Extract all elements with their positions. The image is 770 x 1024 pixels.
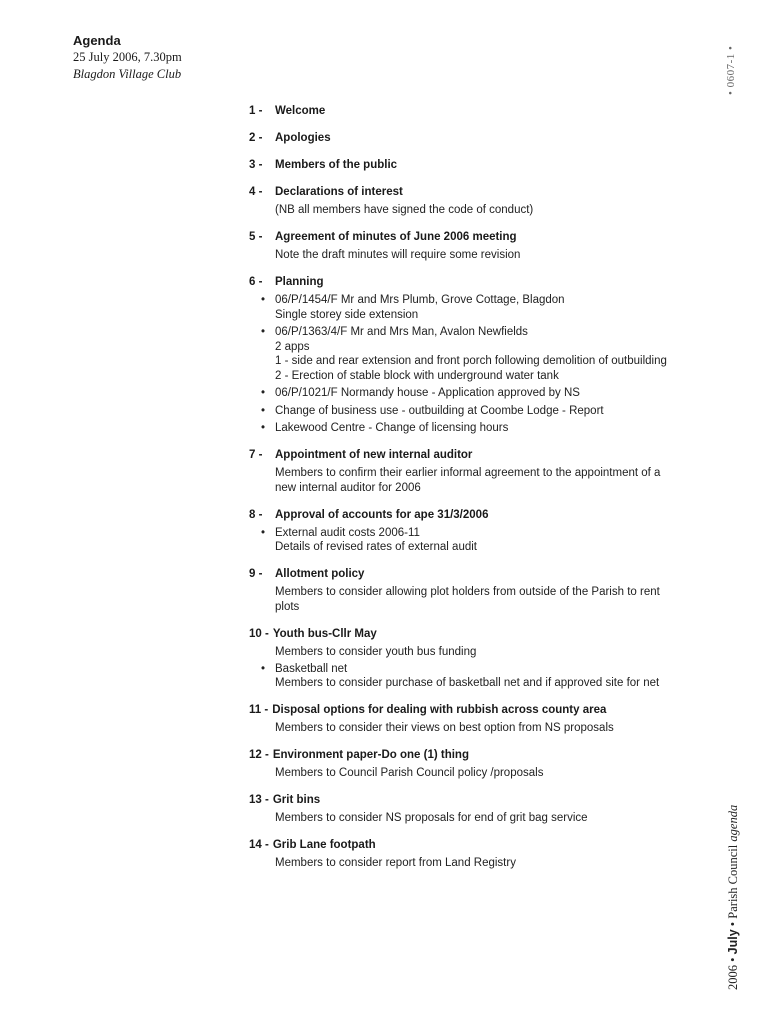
agenda-item-heading <box>249 626 669 642</box>
agenda-item <box>249 103 669 119</box>
agenda-item-note: (NB all members have signed the code of conduct) <box>275 204 534 216</box>
agenda-item-title: Planning <box>275 276 324 288</box>
agenda-item-body <box>249 203 669 218</box>
agenda-item-title: Approval of accounts for ape 31/3/2006 <box>275 508 489 521</box>
agenda-item <box>249 184 669 218</box>
bullet-text: • 06/P/1363/4/F Mr and Mrs Man, Avalon Newfields <box>275 326 528 338</box>
agenda-item <box>249 507 669 555</box>
agenda-item <box>249 447 669 496</box>
agenda-item-number: 8 - <box>249 508 263 521</box>
document-code: • 0607-1 • <box>725 45 737 95</box>
page-title: Agenda <box>73 33 121 48</box>
agenda-item-heading <box>249 702 669 718</box>
agenda-item <box>249 747 669 781</box>
agenda-item-body <box>249 585 669 615</box>
agenda-list <box>249 103 669 882</box>
agenda-item-number: 12 - <box>249 748 269 761</box>
agenda-item-note: Members to consider allowing plot holders from outside of the Parish to rent plots <box>275 585 660 613</box>
agenda-item-note: Members to confirm their earlier informal agreement to the appointment of a new internal auditor for 2006 <box>275 466 661 494</box>
agenda-item <box>249 229 669 263</box>
agenda-item-heading <box>249 747 669 763</box>
bullet-detail: 2 apps <box>275 340 310 353</box>
agenda-item-number: 9 - <box>249 567 263 580</box>
agenda-item <box>249 837 669 871</box>
bullet-list <box>249 526 669 555</box>
agenda-item <box>249 566 669 615</box>
agenda-item-number: 14 - <box>249 838 269 851</box>
agenda-item-heading <box>249 103 669 119</box>
bullet-detail: Members to consider purchase of basketball net and if approved site for net <box>275 677 660 689</box>
agenda-item-note: Members to consider report from Land Registry <box>275 856 516 869</box>
agenda-item-body <box>249 466 669 496</box>
bullet-item <box>261 421 669 436</box>
bullet-item <box>261 526 669 555</box>
agenda-item-title: Environment paper-Do one (1) thing <box>272 748 469 761</box>
agenda-item-number: 2 - <box>249 132 263 144</box>
agenda-item-heading <box>249 837 669 853</box>
agenda-item <box>249 157 669 173</box>
bullet-item <box>261 386 669 401</box>
bullet-item <box>261 325 669 383</box>
meeting-venue: Blagdon Village Club <box>73 67 182 81</box>
document-footer <box>726 805 741 990</box>
footer-year: 2006 <box>726 965 740 990</box>
agenda-item-number: 7 - <box>249 448 263 461</box>
agenda-item <box>249 702 669 736</box>
bullet-text: • External audit costs 2006-11 <box>275 526 420 539</box>
agenda-item-number: 10 - <box>249 627 269 640</box>
bullet-detail: 2 - Erection of stable block with underground water tank <box>275 369 559 382</box>
bullet-text: • Basketball net <box>275 662 348 675</box>
agenda-item-title: Welcome <box>275 105 326 117</box>
agenda-item-title: Grit bins <box>272 793 321 806</box>
agenda-item-heading <box>249 274 669 290</box>
agenda-item-body <box>249 526 669 555</box>
footer-separator: • <box>726 957 740 962</box>
agenda-item-heading <box>249 566 669 582</box>
agenda-item-title: Disposal options for dealing with rubbish across county area <box>272 703 607 716</box>
agenda-item-title: Members of the public <box>275 159 398 171</box>
agenda-item-body <box>249 766 669 781</box>
footer-separator: • <box>726 921 740 927</box>
agenda-item <box>249 130 669 146</box>
bullet-text: • 06/P/1021/F Normandy house - Application approved by NS <box>275 387 580 399</box>
agenda-item-body <box>249 293 669 436</box>
agenda-item-body <box>249 856 669 871</box>
bullet-list <box>249 293 669 436</box>
agenda-item-number: 13 - <box>249 793 269 806</box>
agenda-item-heading <box>249 157 669 173</box>
agenda-item-title: Youth bus-Cllr May <box>272 627 377 640</box>
agenda-item-body <box>249 811 669 826</box>
bullet-list <box>261 662 669 691</box>
bullet-text: • Change of business use - outbuilding at Coombe Lodge - Report <box>275 404 604 417</box>
agenda-item <box>249 274 669 436</box>
bullet-item <box>261 293 669 322</box>
agenda-item-note: Members to consider youth bus funding <box>275 645 477 658</box>
agenda-header <box>73 33 182 83</box>
agenda-item-number: 3 - <box>249 159 263 171</box>
agenda-item-note: Note the draft minutes will require some revision <box>275 249 521 261</box>
bullet-item <box>261 404 669 419</box>
agenda-item-title: Declarations of interest <box>275 186 403 198</box>
agenda-item-number: 11 - <box>249 703 269 716</box>
agenda-item-title: Apologies <box>275 132 331 144</box>
agenda-item-heading <box>249 447 669 463</box>
bullet-detail: 1 - side and rear extension and front porch following demolition of outbuilding <box>275 355 667 367</box>
agenda-item-body <box>249 645 669 691</box>
bullet-detail: Single storey side extension <box>275 308 419 321</box>
bullet-detail: Details of revised rates of external audit <box>275 541 477 553</box>
footer-month: July <box>726 929 740 955</box>
agenda-item-number: 4 - <box>249 186 263 198</box>
agenda-item-title: Allotment policy <box>275 567 365 580</box>
agenda-item-note: Members to consider NS proposals for end of grit bag service <box>275 811 588 824</box>
agenda-item <box>249 792 669 826</box>
agenda-item-number: 6 - <box>249 276 263 288</box>
bullet-text: • 06/P/1454/F Mr and Mrs Plumb, Grove Cottage, Blagdon <box>275 294 565 306</box>
meeting-date: 25 July 2006, 7.30pm <box>73 50 182 64</box>
bullet-item <box>261 662 669 691</box>
agenda-item-heading <box>249 792 669 808</box>
footer-org: Parish Council <box>726 844 740 919</box>
agenda-item-heading <box>249 184 669 200</box>
agenda-item-heading <box>249 130 669 146</box>
agenda-item <box>249 626 669 691</box>
agenda-item-note: Members to consider their views on best option from NS proposals <box>275 721 614 734</box>
agenda-item-number: 1 - <box>249 105 263 117</box>
agenda-item-number: 5 - <box>249 231 263 243</box>
agenda-item-body <box>249 248 669 263</box>
agenda-item-body <box>249 721 669 736</box>
footer-doc-type: agenda <box>726 804 740 842</box>
agenda-item-heading <box>249 229 669 245</box>
agenda-item-title: Appointment of new internal auditor <box>275 448 473 461</box>
agenda-item-title: Agreement of minutes of June 2006 meeting <box>275 231 517 243</box>
bullet-text: • Lakewood Centre - Change of licensing hours <box>275 422 509 434</box>
agenda-item-heading <box>249 507 669 523</box>
agenda-item-note: Members to Council Parish Council policy /proposals <box>275 766 544 779</box>
agenda-item-title: Grib Lane footpath <box>272 838 376 851</box>
